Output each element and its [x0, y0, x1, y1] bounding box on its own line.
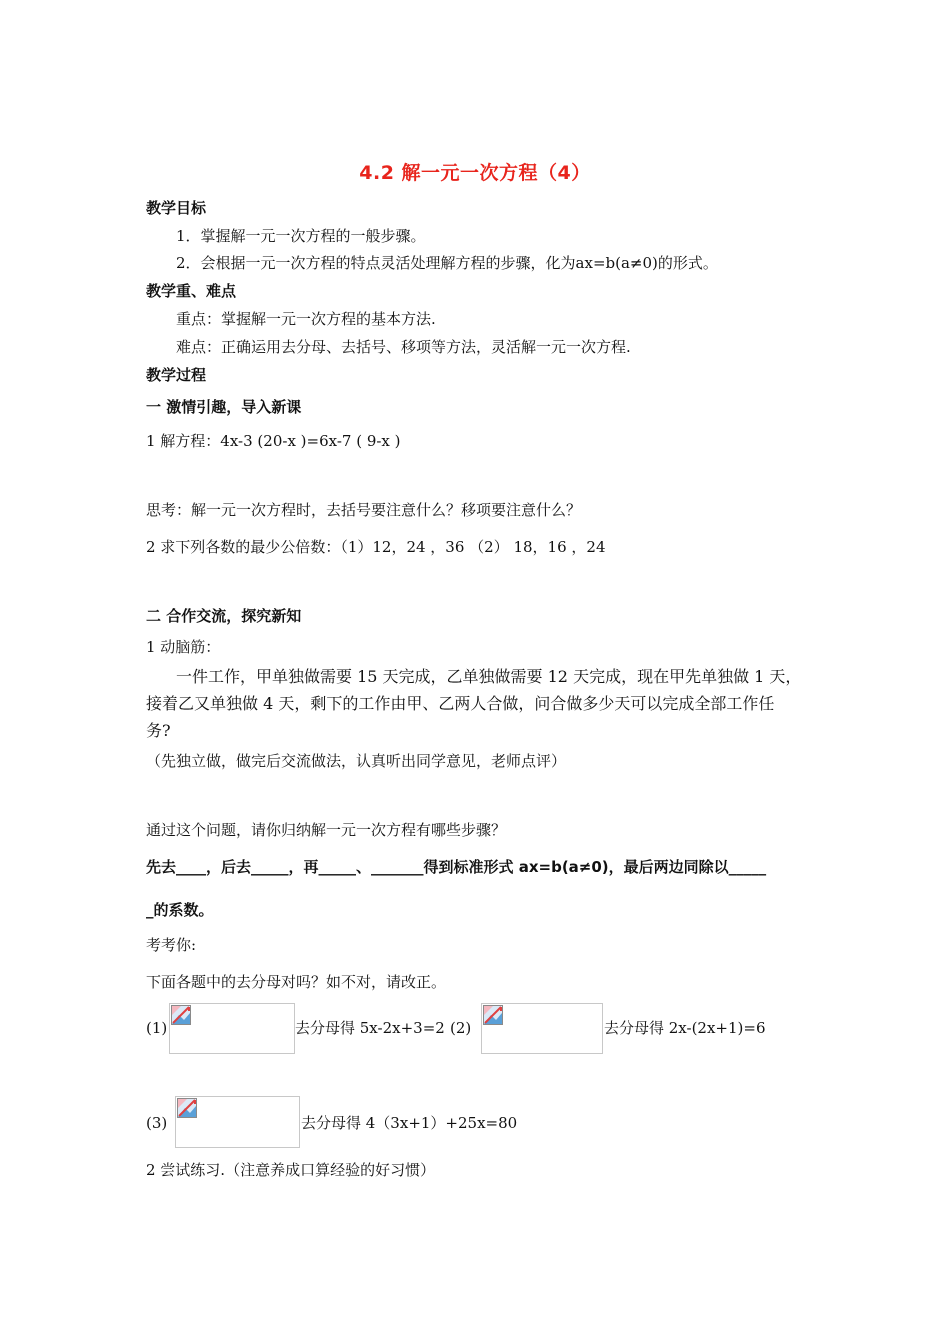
section-heading-key-points: 教学重、难点	[146, 282, 237, 300]
page-title: 4.2 解一元一次方程（4）	[359, 162, 591, 184]
key-point-text: 重点：掌握解一元一次方程的基本方法.	[176, 310, 436, 328]
part-1-think: 思考：解一元一次方程时，去括号要注意什么？移项要注意什么？	[146, 501, 582, 519]
image-placeholder-icon	[171, 1005, 191, 1025]
exercise-1-text: 去分母得 5x-2x+3=2	[295, 1019, 445, 1037]
part-1-question-1: 1 解方程：4x-3 (20-x )=6x-7 ( 9-x )	[146, 432, 401, 450]
exercise-2-equation-image	[481, 1003, 603, 1054]
fill-in-line-1: 先去____，后去_____，再_____、_______得到标准形式 ax=b(a≠0)，最后两边同除以_____	[146, 858, 767, 876]
exercise-3-equation-image	[175, 1096, 300, 1148]
fill-in-line-2: _的系数。	[146, 901, 214, 919]
problem-line-3: 务?	[146, 721, 171, 740]
section-heading-goals: 教学目标	[146, 199, 207, 217]
difficult-point-text: 难点：正确运用去分母、去括号、移项等方法，灵活解一元一次方程.	[176, 338, 631, 356]
exercise-2-number: (2)	[450, 1019, 472, 1037]
exercise-1-number: (1)	[146, 1019, 168, 1037]
quiz-question: 下面各题中的去分母对吗？如不对，请改正。	[146, 973, 447, 991]
exercise-1-equation-image	[169, 1003, 295, 1054]
exercise-2-text: 去分母得 2x-(2x+1)=6	[604, 1019, 766, 1037]
section-heading-process: 教学过程	[146, 366, 207, 384]
part-1-question-2: 2 求下列各数的最少公倍数：（1）12，24 ，36 （2） 18，16 ，24	[146, 538, 606, 556]
problem-note: （先独立做，做完后交流做法，认真听出同学意见，老师点评）	[146, 752, 567, 770]
problem-line-2: 接着乙又单独做 4 天，剩下的工作由甲、乙两人合做，问合做多少天可以完成全部工作任	[146, 694, 775, 713]
image-placeholder-icon	[483, 1005, 503, 1025]
image-placeholder-icon	[177, 1098, 197, 1118]
summary-question: 通过这个问题，请你归纳解一元一次方程有哪些步骤？	[146, 821, 507, 839]
goal-item-1: 1．掌握解一元一次方程的一般步骤。	[176, 227, 426, 245]
problem-line-1: 一件工作，甲单独做需要 15 天完成，乙单独做需要 12 天完成，现在甲先单独做 1 天，	[176, 667, 802, 686]
quiz-label: 考考你:	[146, 936, 197, 954]
exercise-3-text: 去分母得 4（3x+1）+25x=80	[301, 1114, 518, 1132]
part-1-title: 一 激情引趣，导入新课	[146, 398, 302, 416]
exercise-3-number: (3)	[146, 1114, 168, 1132]
goal-item-2: 2．会根据一元一次方程的特点灵活处理解方程的步骤，化为ax=b(a≠0)的形式。	[176, 254, 718, 272]
try-practice-label: 2 尝试练习.（注意养成口算经验的好习惯）	[146, 1161, 436, 1179]
brain-label: 1 动脑筋：	[146, 638, 221, 656]
part-2-title: 二 合作交流，探究新知	[146, 607, 302, 625]
